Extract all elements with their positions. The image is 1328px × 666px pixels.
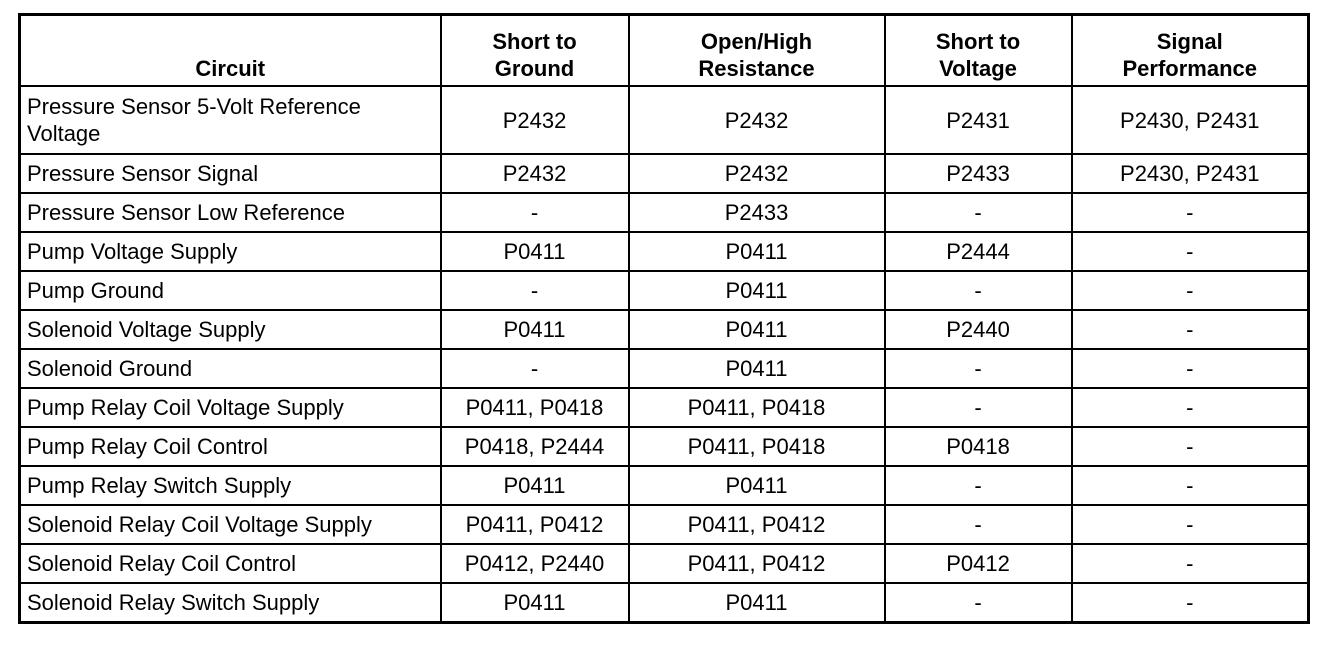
circuit-cell: Solenoid Relay Coil Control: [20, 544, 441, 583]
short-to-ground-cell: P0411: [441, 466, 629, 505]
circuit-cell: Solenoid Relay Coil Voltage Supply: [20, 505, 441, 544]
table-row: [20, 349, 1309, 388]
table-header-row: [20, 15, 1309, 87]
signal-performance-cell: -: [1072, 232, 1309, 271]
open-high-resistance-cell: P2433: [629, 193, 885, 232]
circuit-dtc-table: [18, 13, 1310, 624]
short-to-voltage-cell: -: [885, 505, 1072, 544]
dtc-table-container: [18, 13, 1307, 624]
signal-performance-cell: -: [1072, 349, 1309, 388]
circuit-cell: Pressure Sensor 5-Volt Reference Voltage: [20, 86, 441, 154]
signal-performance-cell: P2430, P2431: [1072, 86, 1309, 154]
short-to-ground-cell: P0411: [441, 232, 629, 271]
header-short-to-voltage: Short to Voltage: [885, 15, 1072, 87]
header-circuit: Circuit: [20, 15, 441, 87]
short-to-voltage-cell: -: [885, 388, 1072, 427]
short-to-ground-cell: -: [441, 193, 629, 232]
circuit-cell: Pump Voltage Supply: [20, 232, 441, 271]
signal-performance-cell: -: [1072, 310, 1309, 349]
circuit-cell: Pressure Sensor Signal: [20, 154, 441, 193]
short-to-voltage-cell: P2431: [885, 86, 1072, 154]
table-row: [20, 427, 1309, 466]
short-to-ground-cell: P0412, P2440: [441, 544, 629, 583]
open-high-resistance-cell: P0411, P0412: [629, 544, 885, 583]
table-row: [20, 232, 1309, 271]
signal-performance-cell: -: [1072, 427, 1309, 466]
short-to-ground-cell: P2432: [441, 154, 629, 193]
header-open-high-resistance: Open/High Resistance: [629, 15, 885, 87]
short-to-ground-cell: P0411: [441, 583, 629, 623]
short-to-voltage-cell: P2440: [885, 310, 1072, 349]
short-to-voltage-cell: -: [885, 193, 1072, 232]
short-to-voltage-cell: -: [885, 466, 1072, 505]
open-high-resistance-cell: P0411: [629, 466, 885, 505]
short-to-ground-cell: P0411: [441, 310, 629, 349]
open-high-resistance-cell: P0411: [629, 310, 885, 349]
short-to-ground-cell: -: [441, 271, 629, 310]
circuit-cell: Pump Relay Coil Control: [20, 427, 441, 466]
open-high-resistance-cell: P0411: [629, 271, 885, 310]
signal-performance-cell: -: [1072, 544, 1309, 583]
short-to-ground-cell: P2432: [441, 86, 629, 154]
open-high-resistance-cell: P0411: [629, 349, 885, 388]
circuit-cell: Pump Relay Coil Voltage Supply: [20, 388, 441, 427]
signal-performance-cell: P2430, P2431: [1072, 154, 1309, 193]
short-to-ground-cell: P0411, P0412: [441, 505, 629, 544]
circuit-cell: Pump Ground: [20, 271, 441, 310]
header-signal-performance: Signal Performance: [1072, 15, 1309, 87]
signal-performance-cell: -: [1072, 466, 1309, 505]
table-row: [20, 310, 1309, 349]
short-to-ground-cell: P0411, P0418: [441, 388, 629, 427]
open-high-resistance-cell: P0411: [629, 583, 885, 623]
signal-performance-cell: -: [1072, 388, 1309, 427]
open-high-resistance-cell: P0411, P0418: [629, 388, 885, 427]
table-row: [20, 271, 1309, 310]
signal-performance-cell: -: [1072, 271, 1309, 310]
signal-performance-cell: -: [1072, 193, 1309, 232]
circuit-cell: Solenoid Ground: [20, 349, 441, 388]
circuit-cell: Pressure Sensor Low Reference: [20, 193, 441, 232]
table-row: [20, 86, 1309, 154]
short-to-voltage-cell: P2433: [885, 154, 1072, 193]
short-to-voltage-cell: -: [885, 583, 1072, 623]
open-high-resistance-cell: P0411, P0418: [629, 427, 885, 466]
table-row: [20, 505, 1309, 544]
short-to-voltage-cell: P0418: [885, 427, 1072, 466]
open-high-resistance-cell: P0411: [629, 232, 885, 271]
table-row: [20, 466, 1309, 505]
open-high-resistance-cell: P2432: [629, 86, 885, 154]
table-row: [20, 583, 1309, 623]
circuit-cell: Solenoid Relay Switch Supply: [20, 583, 441, 623]
short-to-ground-cell: P0418, P2444: [441, 427, 629, 466]
circuit-cell: Pump Relay Switch Supply: [20, 466, 441, 505]
short-to-voltage-cell: P0412: [885, 544, 1072, 583]
open-high-resistance-cell: P0411, P0412: [629, 505, 885, 544]
short-to-voltage-cell: -: [885, 349, 1072, 388]
open-high-resistance-cell: P2432: [629, 154, 885, 193]
short-to-voltage-cell: P2444: [885, 232, 1072, 271]
signal-performance-cell: -: [1072, 505, 1309, 544]
header-short-to-ground: Short to Ground: [441, 15, 629, 87]
table-row: [20, 544, 1309, 583]
signal-performance-cell: -: [1072, 583, 1309, 623]
short-to-ground-cell: -: [441, 349, 629, 388]
circuit-cell: Solenoid Voltage Supply: [20, 310, 441, 349]
short-to-voltage-cell: -: [885, 271, 1072, 310]
table-row: [20, 193, 1309, 232]
table-row: [20, 154, 1309, 193]
table-row: [20, 388, 1309, 427]
